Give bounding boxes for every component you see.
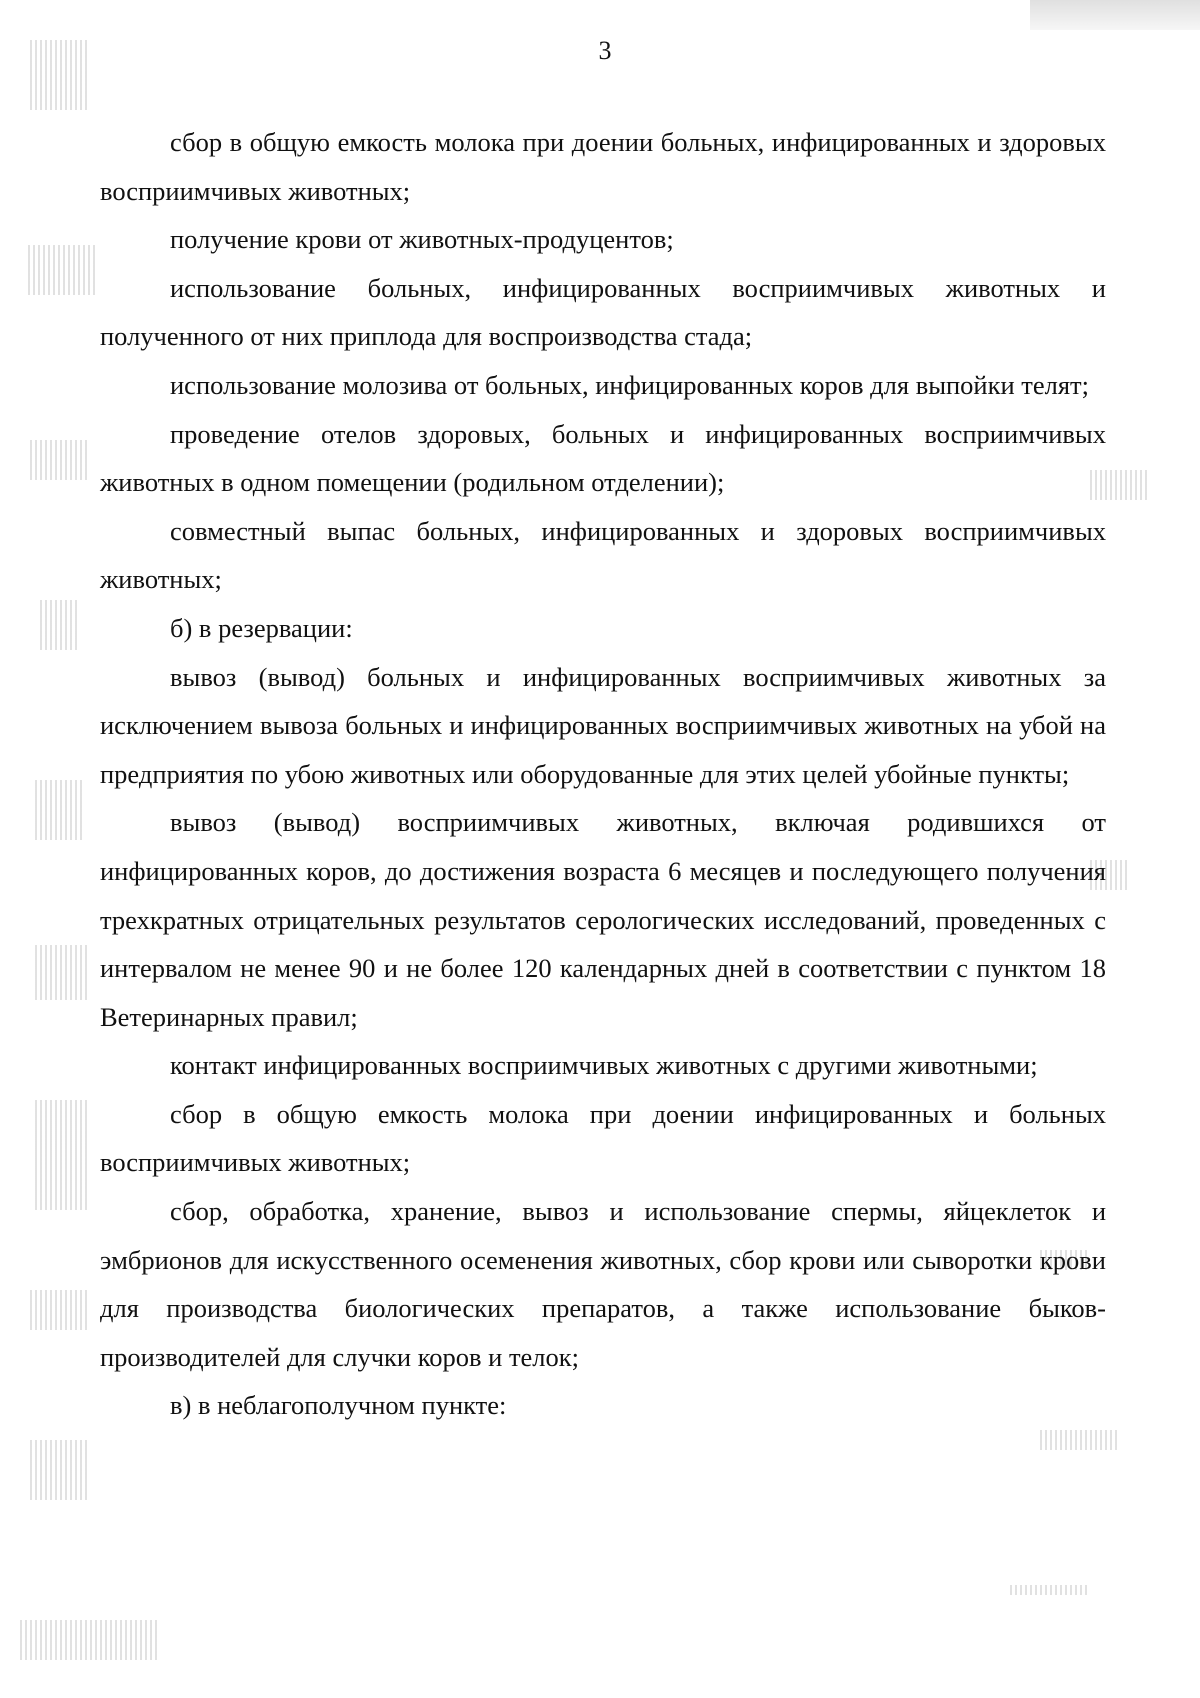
paragraph: использование молозива от больных, инфицированных коров для выпойки телят; [170, 369, 1089, 400]
scan-noise [30, 440, 90, 480]
paragraph: вывоз (вывод) восприимчивых животных, включая родившихся от инфицированных коров, до достижения возраста 6 месяцев и последующего получения трехкратных отрицательных результатов серологических исследований, проведенных с интервалом не менее 90 и не более 120 календарных дней в соответствии с пунктом 18 Ветеринарных правил; [100, 807, 1106, 1032]
scan-noise [35, 780, 85, 840]
scan-noise [30, 1290, 90, 1330]
paragraph: совместный выпас больных, инфицированных и здоровых восприимчивых животных; [100, 515, 1106, 595]
document-body [100, 118, 1106, 1430]
paragraph: использование больных, инфицированных восприимчивых животных и полученного от них приплода для воспроизводства стада; [100, 272, 1106, 352]
section-heading-b: б) в резервации: [170, 612, 353, 643]
page-number: 3 [598, 36, 612, 65]
scan-noise [1010, 1585, 1090, 1595]
paragraph: сбор в общую емкость молока при доении больных, инфицированных и здоровых восприимчивых животных; [100, 127, 1106, 206]
scan-noise [35, 945, 90, 1000]
paragraph: получение крови от животных-продуцентов; [170, 224, 674, 255]
scan-noise [35, 1100, 90, 1210]
paragraph: сбор, обработка, хранение, вывоз и использование спермы, яйцеклеток и эмбрионов для искусственного осеменения животных, сбор крови или сыворотки крови для производства биологических препаратов, а также использование быков-производителей для случки коров и телок; [100, 1196, 1106, 1372]
scan-noise [20, 1620, 160, 1660]
scan-noise [28, 245, 98, 295]
scan-noise [30, 1440, 90, 1500]
paragraph: проведение отелов здоровых, больных и инфицированных восприимчивых животных в одном помещении (родильном отделении); [100, 418, 1106, 498]
section-heading-c: в) в неблагополучном пункте: [170, 1390, 507, 1421]
paragraph: вывоз (вывод) больных и инфицированных восприимчивых животных за исключением вывоза больных и инфицированных восприимчивых животных на убой на предприятия по убою животных или оборудованные для этих целей убойные пункты; [100, 661, 1106, 789]
scan-noise [40, 600, 80, 650]
scan-noise [1040, 1430, 1120, 1450]
paragraph: контакт инфицированных восприимчивых животных с другими животными; [170, 1050, 1038, 1081]
paragraph: сбор в общую емкость молока при доении инфицированных и больных восприимчивых животных; [100, 1098, 1106, 1178]
scan-shadow-top-right [1030, 0, 1200, 30]
